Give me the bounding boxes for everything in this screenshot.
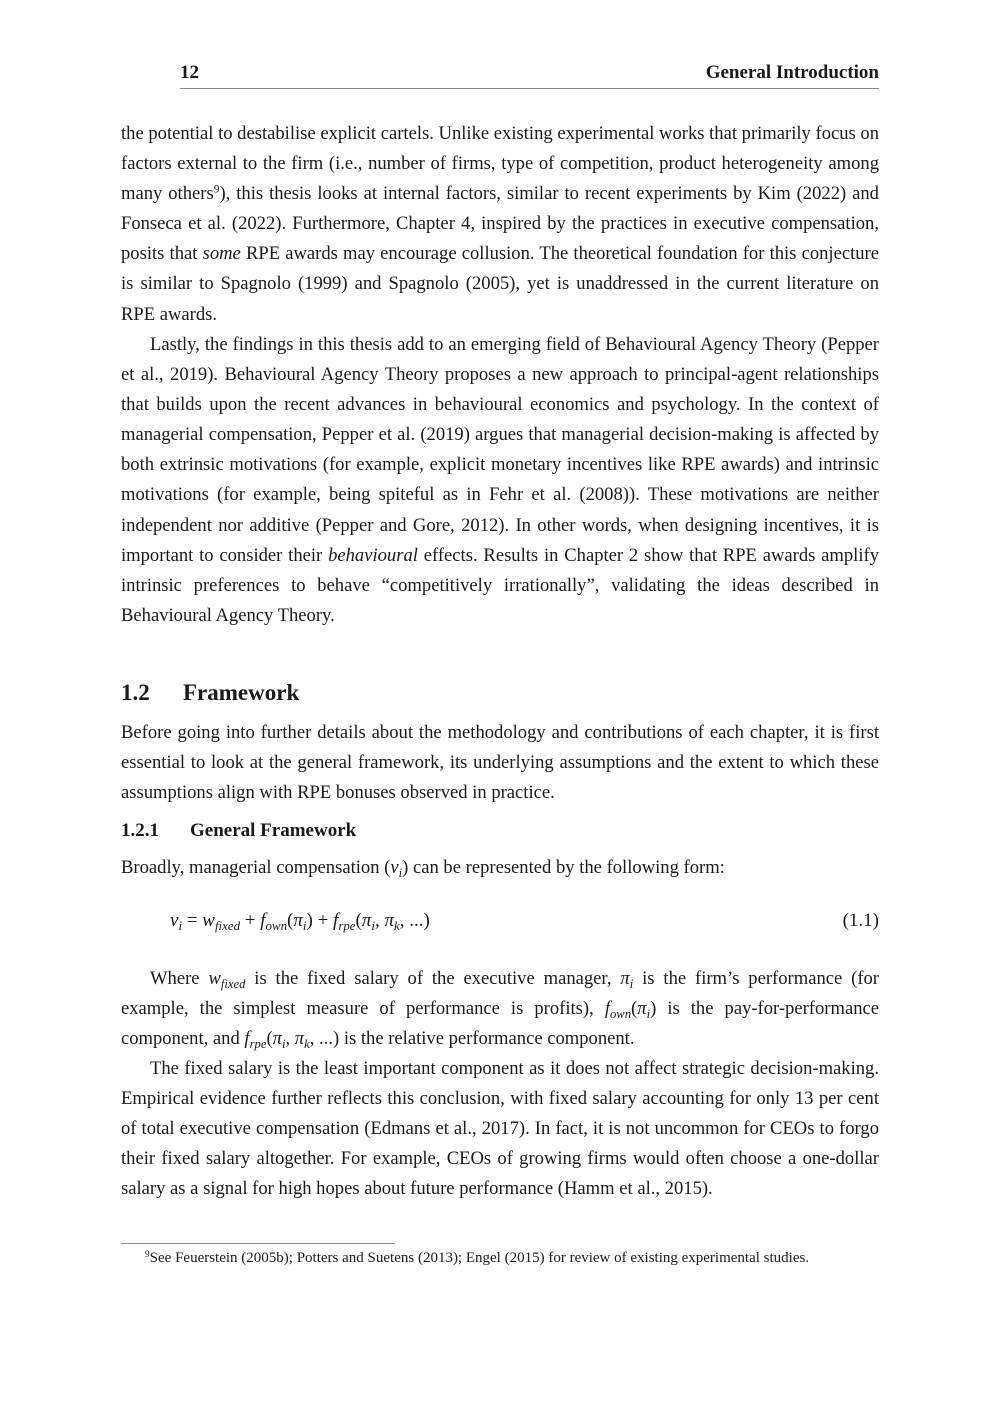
math-sub: i xyxy=(398,865,403,880)
paragraph-text: the potential to destabilise explicit cartels. Unlike existing experimental works that primarily focus on factors external to the firm (i.e., number of firms, type of competition, product heterogeneity among many others xyxy=(121,123,880,205)
paragraph-behavioural-agency xyxy=(121,330,879,631)
paragraph-broadly xyxy=(121,853,879,883)
paragraph-where: Where $w_{fixed}$ is the fixed salary of the executive manager, $\pi_i$ is the firm’s performance (for example, the simplest measure of performance is profits), $f_{own}(\pi_i)$ is the pay-for-performance component, and $f_{rpe}(\pi_i$, $\pi_k$, ...) is the relative performance component. xyxy=(121,968,880,1051)
paragraph-text: Where xyxy=(150,968,209,989)
section-heading xyxy=(121,680,299,706)
paragraph-text: is the fixed salary of the executive manager, xyxy=(245,968,621,989)
equation-number: (1.1) xyxy=(842,910,879,931)
subsection-heading xyxy=(121,820,356,842)
paragraph-text: is the pay-for-performance component, and xyxy=(121,998,879,1050)
equation-body: $v_i = w_{fixed} + f_{own}(\pi_i) + f_{rpe}(\pi_i$, $\pi_k$, ...) xyxy=(170,910,430,933)
paragraph-text: Before going into further details about the methodology and contributions of each chapter, it is first essential to look at the general framework, its underlying assumptions and the extent to which these assumptions align with RPE bonuses observed in practice. xyxy=(121,722,879,804)
paragraph-text: RPE awards may encourage collusion. The theoretical foundation for this conjecture is similar to Spagnolo (1999) and Spagnolo (2005), yet is unaddressed in the current literature on RPE awards. xyxy=(121,243,880,325)
paragraph-text: ) can be represented by the following form: xyxy=(402,857,725,878)
paragraph-text: ), this thesis looks at internal factors, similar to recent experiments by Kim (2022) and Fonseca et al. (2022). Furthermore, Chapter 4, inspired by the practices in executive compensation, posits that xyxy=(121,183,879,265)
paragraph-text: is the relative performance component. xyxy=(339,1028,635,1050)
section-title: Framework xyxy=(183,680,300,705)
subsection-number: 1.2.1 xyxy=(121,820,159,841)
footnote xyxy=(121,1248,879,1268)
subsection-title: General Framework xyxy=(190,820,357,841)
paragraph-text: is the firm’s performance (for example, the simplest measure of performance is profits), xyxy=(121,968,880,1020)
paragraph-cartels xyxy=(121,119,879,330)
math-var: v xyxy=(390,857,399,878)
paragraph-framework-intro xyxy=(121,718,879,808)
paragraph-text: Broadly, managerial compensation ( xyxy=(121,857,391,878)
equation-1-1 xyxy=(170,910,879,940)
paragraph-text: Lastly, the findings in this thesis add to an emerging field of Behavioural Agency Theory (Pepper et al., 2019). Behavioural Agency Theory proposes a new approach to principal-agent relationships that builds upon the recent advances in behavioural economics and psychology. In the context of managerial compensation, Pepper et al. (2019) argues that managerial decision-making is affected by both extrinsic motivations (for example, explicit monetary incentives like RPE awards) and intrinsic motivations (for example, being spiteful as in Fehr et al. (2008)). These motivations are neither independent nor additive (Pepper and Gore, 2012). In other words, when designing incentives, it is important to consider their xyxy=(121,334,879,566)
page-number: 12 xyxy=(180,62,199,83)
emphasis: some xyxy=(202,243,241,265)
running-header xyxy=(180,60,879,89)
footnote-mark: 9 xyxy=(145,1249,150,1260)
section-number: 1.2 xyxy=(121,680,150,705)
paragraph-fixed-salary xyxy=(121,1054,879,1204)
running-title: General Introduction xyxy=(705,62,879,83)
footnote-ref[interactable]: 9 xyxy=(213,183,220,196)
footnote-text: See Feuerstein (2005b); Potters and Suetens (2013); Engel (2015) for review of existing experimental studies. xyxy=(149,1250,810,1266)
paragraph-text: effects. Results in Chapter 2 show that RPE awards amplify intrinsic preferences to behave “competitively irrationally”, validating the ideas described in Behavioural Agency Theory. xyxy=(121,544,880,626)
footnote-rule xyxy=(121,1243,395,1244)
paragraph-text: The fixed salary is the least important component as it does not affect strategic decision-making. Empirical evidence further reflects this conclusion, with fixed salary accounting for only 13 per cent of total executive compensation (Edmans et al., 2017). In fact, it is not uncommon for CEOs to forgo their fixed salary altogether. For example, CEOs of growing firms would often choose a one-dollar salary as a signal for high hopes about future performance (Hamm et al., 2015). xyxy=(121,1058,879,1200)
emphasis: behavioural xyxy=(328,544,418,566)
